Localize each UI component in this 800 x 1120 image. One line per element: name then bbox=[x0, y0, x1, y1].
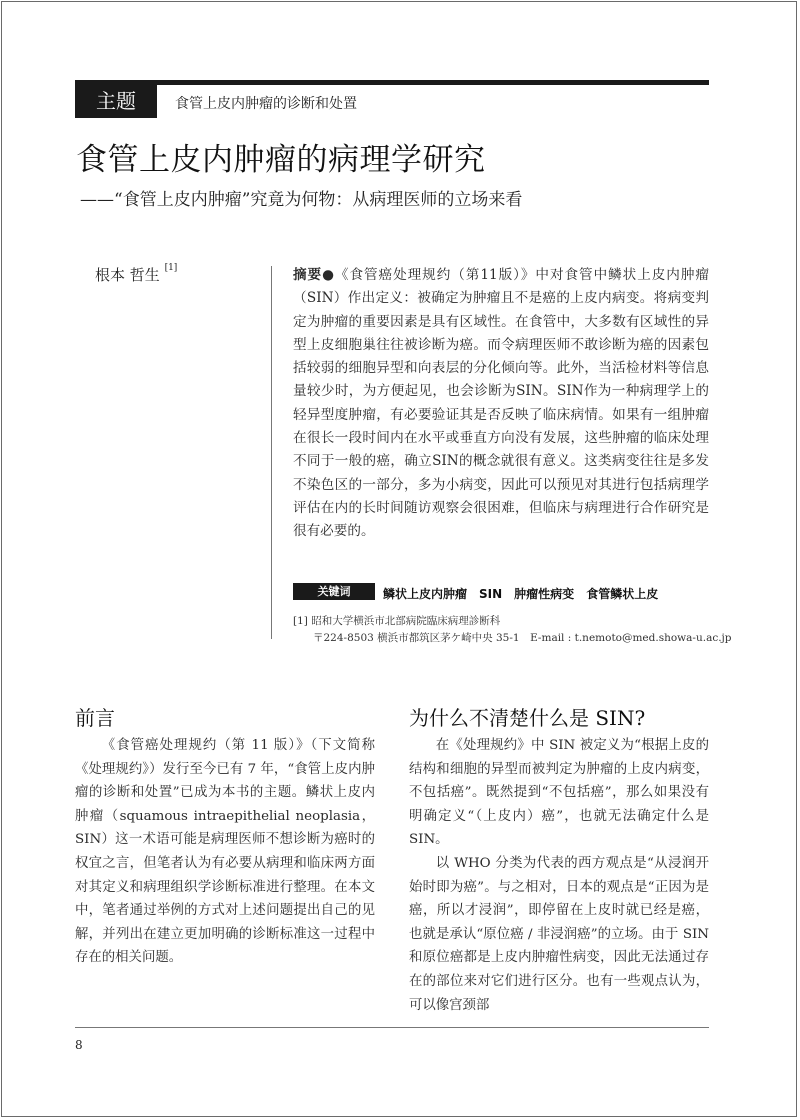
paragraph: 《食管癌处理规约（第 11 版）》（下文简称《处理规约》）发行至今已有 7 年，“食管上皮内肿瘤的诊断和处置”已成为本书的主题。鳞状上皮内肿瘤（squamous intraepithelial neoplasia，SIN）这一术语可能是病理医师不想诊断为癌时的权宜之言，但笔者认为有必要从病理和临床两方面对其定义和病理组织学诊断标准进行整理。在本文中，笔者通过举例的方式对上述问题提出自己的见解，并列出在建立更加明确的诊断标准这一过程中存在的相关问题。 bbox=[75, 738, 375, 966]
abstract-label: 摘要● bbox=[293, 267, 335, 283]
keyword-item: 鳞状上皮内肿瘤 bbox=[383, 587, 468, 601]
paragraph: 在《处理规约》中 SIN 被定义为“根据上皮的结构和细胞的异型而被判定为肿瘤的上皮内病变，不包括癌”。既然提到“不包括癌”，那么如果没有明确定义“（上皮内）癌”，也就无法确定什么是 SIN。 bbox=[409, 738, 709, 848]
abstract-divider bbox=[271, 266, 272, 639]
affiliation-address: 〒224-8503 横浜市都筑区茅ケ崎中央 35-1 E-mail : t.nemoto@med.showa-u.ac.jp bbox=[313, 632, 732, 644]
keywords-list bbox=[383, 586, 670, 603]
footer-rule bbox=[75, 1027, 709, 1028]
paragraph: 以 WHO 分类为代表的西方观点是“从浸润开始时即为癌”。与之相对，日本的观点是“正因为是癌，所以才浸润”，即停留在上皮时就已经是癌，也就是承认“原位癌 / 非浸润癌”的立场。由于 SIN 和原位癌都是上皮内肿瘤性病变，因此无法通过存在的部位来对它们进行区分。也有一些观点认为，可以像宫颈部 bbox=[409, 855, 709, 1013]
topic-label: 主题 bbox=[75, 85, 157, 118]
keyword-item: SIN bbox=[479, 587, 503, 601]
author bbox=[95, 264, 177, 285]
section-heading-intro: 前言 bbox=[75, 706, 115, 730]
page-title: 食管上皮内肿瘤的病理学研究 bbox=[76, 142, 486, 178]
author-name: 根本 哲生 bbox=[95, 266, 160, 284]
keywords bbox=[293, 583, 713, 601]
keywords-label: 关键词 bbox=[293, 583, 375, 600]
abstract bbox=[293, 264, 709, 544]
topic-rule bbox=[75, 80, 709, 85]
topic-bar bbox=[75, 80, 709, 118]
section-body-intro bbox=[75, 734, 375, 970]
section-heading-why-sin: 为什么不清楚什么是 SIN? bbox=[409, 706, 646, 730]
keyword-item: 食管鳞状上皮 bbox=[586, 587, 659, 601]
abstract-text: 《食管癌处理规约（第11版）》中对食管中鳞状上皮内肿瘤（SIN）作出定义：被确定为肿瘤且不是癌的上皮内病变。将病变判定为肿瘤的重要因素是具有区域性。在食管中，大多数有区域性的异型上皮细胞巢往往被诊断为癌。而令病理医师不敢诊断为癌的因素包括较弱的细胞异型和向表层的分化倾向等。此外，当活检材料等信息量较少时，为方便起见，也会诊断为SIN。SIN作为一种病理学上的轻异型度肿瘤，有必要验证其是否反映了临床病情。如果有一组肿瘤在很长一段时间内在水平或垂直方向没有发展，这些肿瘤的临床处理不同于一般的癌，确立SIN的概念就很有意义。这类病变往往是多发不染色区的一部分，多为小病变，因此可以预见对其进行包括病理学评估在内的长时间随访观察会很困难，但临床与病理进行合作研究是很有必要的。 bbox=[293, 267, 709, 540]
section-body-why-sin bbox=[409, 734, 709, 1017]
page-number: 8 bbox=[75, 1038, 83, 1052]
author-ref: [1] bbox=[164, 263, 178, 273]
keyword-item: 肿瘤性病变 bbox=[514, 587, 575, 601]
affiliation-institution: [1] 昭和大学横浜市北部病院臨床病理診断科 bbox=[293, 615, 501, 627]
affiliation bbox=[293, 613, 732, 647]
topic-subject: 食管上皮内肿瘤的诊断和处置 bbox=[175, 96, 357, 112]
page-subtitle: ——“食管上皮内肿瘤”究竟为何物：从病理医师的立场来看 bbox=[80, 190, 523, 210]
